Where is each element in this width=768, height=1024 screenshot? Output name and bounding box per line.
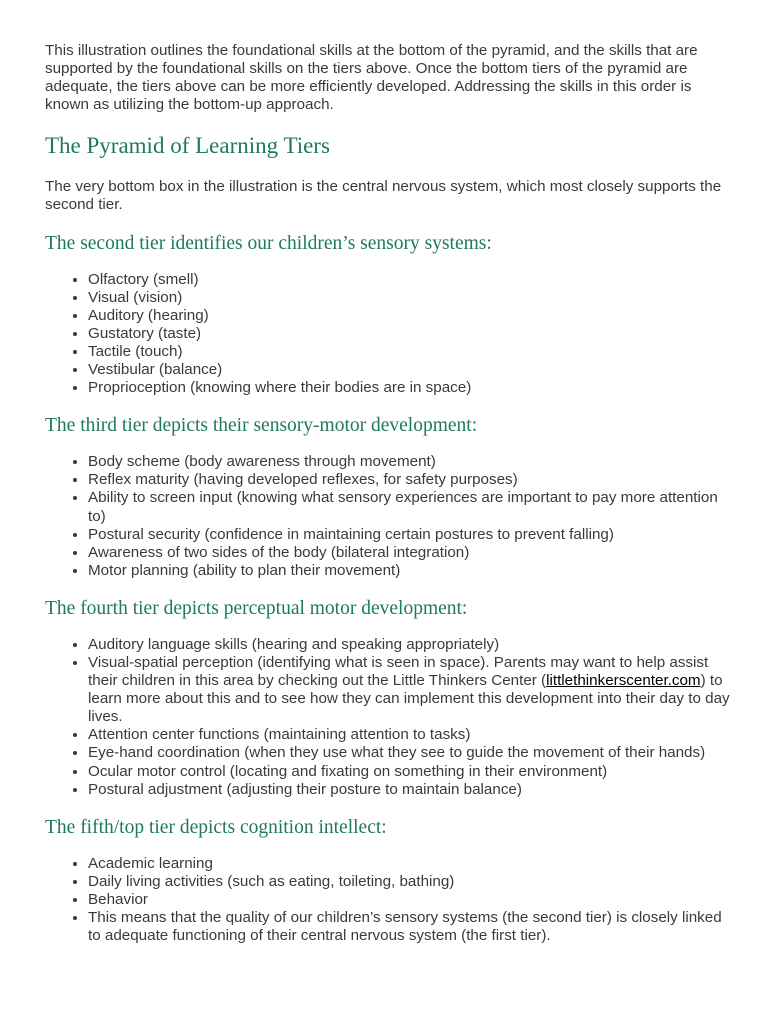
fourth-tier-list [45,636,735,799]
list-item: • Academic learning [88,855,735,873]
list-item: • Proprioception (knowing where their bodies are in space) [88,379,735,397]
list-item: • Ocular motor control (locating and fixating on something in their environment) [88,763,735,781]
list-item-visual-spatial [88,654,735,726]
list-item: • Daily living activities (such as eating, toileting, bathing) [88,873,735,891]
list-item: • Eye-hand coordination (when they use what they see to guide the movement of their hands) [88,744,735,762]
list-item: • Ability to screen input (knowing what sensory experiences are important to pay more attention to) [88,489,735,525]
list-item: • Auditory (hearing) [88,307,735,325]
list-item: • Gustatory (taste) [88,325,735,343]
fourth-tier-heading: The fourth tier depicts perceptual motor development: [45,597,468,619]
list-item: • Body scheme (body awareness through movement) [88,453,735,471]
second-tier-list [45,271,735,398]
fifth-tier-list [45,855,735,945]
visual-spatial-text: Visual-spatial perception (identifying what is seen in space). Parents may want to help assist their children in this area by checking out the Little Thinkers Center ( [88,653,709,690]
list-item: • Reflex maturity (having developed reflexes, for safety purposes) [88,471,735,489]
list-item: • Postural security (confidence in maintaining certain postures to prevent falling) [88,526,735,544]
list-item: • Motor planning (ability to plan their movement) [88,562,735,580]
intro-paragraph: This illustration outlines the foundational skills at the bottom of the pyramid, and the skills that are supported by the foundational skills on the tiers above. Once the bottom tiers of the pyramid are adequate, the tiers above can be more efficiently developed. Addressing the skills in this order is known as utilizing the bottom-up approach. [45,42,698,114]
list-item: • Attention center functions (maintaining attention to tasks) [88,726,735,744]
second-tier-heading: The second tier identifies our children’s sensory systems: [45,232,492,254]
list-item: • Auditory language skills (hearing and speaking appropriately) [88,636,735,654]
third-tier-heading: The third tier depicts their sensory-motor development: [45,415,478,437]
bottom-tier-paragraph: The very bottom box in the illustration is the central nervous system, which most closely supports the second tier. [45,178,722,214]
page-title: The Pyramid of Learning Tiers [45,133,330,159]
fifth-tier-heading: The fifth/top tier depicts cognition intellect: [45,816,387,838]
third-tier-list [45,453,735,580]
list-item: • Awareness of two sides of the body (bilateral integration) [88,544,735,562]
list-item: • This means that the quality of our children’s sensory systems (the second tier) is closely linked to adequate functioning of their central nervous system (the first tier). [88,909,735,945]
visual-spatial-text-end: ) to learn more about this and to see how they can implement this development into their day to day lives. [88,672,730,726]
little-thinkers-link[interactable]: littlethinkerscenter.com [546,672,701,690]
list-item: • Visual (vision) [88,289,735,307]
list-item: • Behavior [88,891,735,909]
list-item: • Olfactory (smell) [88,271,735,289]
article [45,42,735,945]
list-item: • Postural adjustment (adjusting their posture to maintain balance) [88,781,735,799]
list-item: • Tactile (touch) [88,343,735,361]
list-item: • Vestibular (balance) [88,361,735,379]
